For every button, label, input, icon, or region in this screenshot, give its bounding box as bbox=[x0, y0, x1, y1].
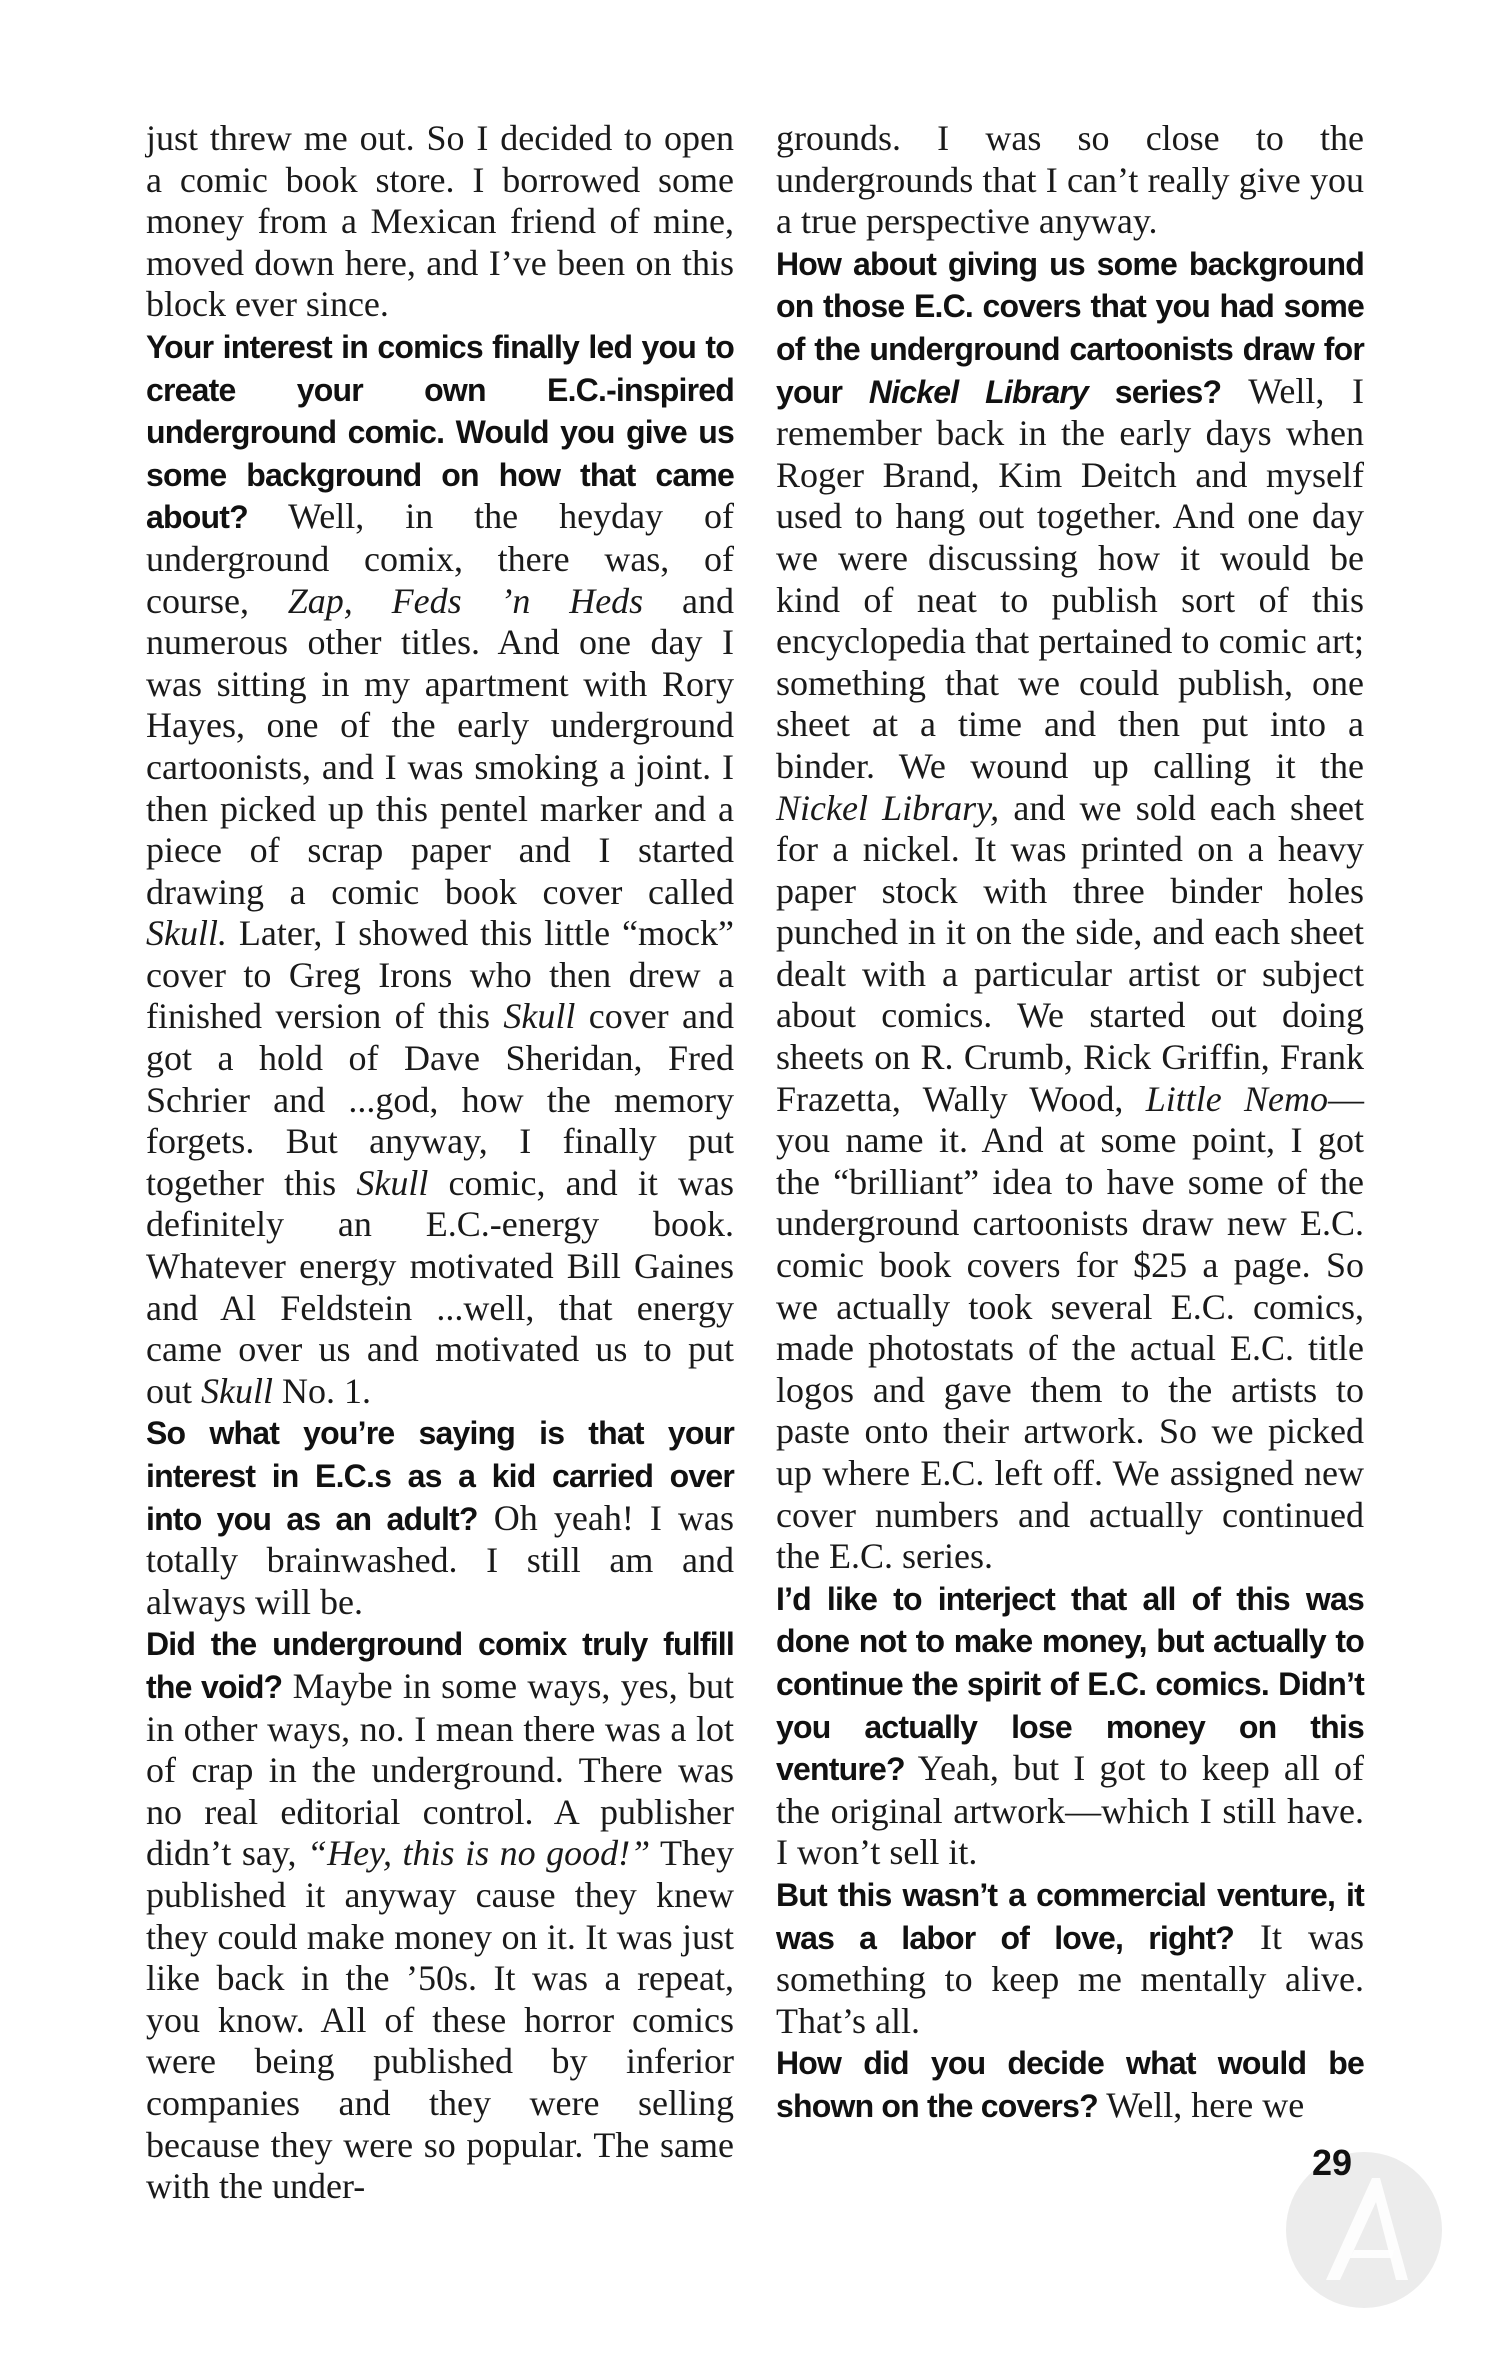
question-text: I’d like to interject that all of this was done not to make money, but actually to continue the spirit of E.C. comics. Didn’t you actually lose money on this venture? bbox=[776, 1580, 1364, 1788]
title-italic: Skull bbox=[503, 996, 576, 1037]
answer-text: Later, I showed this little “mock” cover to Greg Irons who then drew a finished version of this bbox=[146, 913, 734, 1037]
answer-text: Yeah, but I got to keep all of the original artwork—which I still have. I won’t sell it. bbox=[776, 1748, 1364, 1873]
question-text: How about giving us some background on those E.C. covers that you had some of the underground cartoonists draw for your bbox=[776, 245, 1364, 410]
paragraph bbox=[776, 2042, 1364, 2127]
paragraph bbox=[146, 118, 734, 326]
question-text: Your interest in comics finally led you to create your own E.C.-inspired underground comic. Would you give us some background on how that came about? bbox=[146, 328, 734, 536]
question-text: series? bbox=[1088, 373, 1222, 410]
right-column bbox=[776, 118, 1364, 2128]
question-text: How did you decide what would be shown on the covers? bbox=[776, 2045, 1364, 2124]
answer-text: Oh yeah! I was totally brainwashed. I still am and always will be. bbox=[146, 1497, 735, 1622]
title-italic: Zap, Feds ’n Heds bbox=[287, 580, 644, 621]
paragraph bbox=[776, 1874, 1364, 2042]
paragraph bbox=[776, 243, 1364, 1578]
answer-text: just threw me out. So I decided to open a comic book store. I borrowed some money from a Mexican friend of mine, moved down here, and I’ve been on this block ever since. bbox=[146, 118, 734, 325]
paragraph bbox=[776, 118, 1364, 243]
title-italic: Skull. bbox=[146, 913, 227, 954]
title-italic: Skull bbox=[201, 1370, 273, 1411]
paragraph bbox=[776, 1578, 1364, 1874]
answer-text: Well, in the heyday of underground comix, there was, of course, bbox=[146, 496, 734, 621]
answer-text: Maybe in some ways, yes, but in other ways, no. I mean there was a lot of crap in the underground. There was no real editorial control. A publisher didn’t say, bbox=[146, 1665, 734, 1874]
answer-text: comic, and it was definitely an E.C.-energy book. Whatever energy motivated Bill Gaines and Al Feldstein ...well, that energy came over us and motivated us to put out bbox=[146, 1162, 734, 1411]
paragraph bbox=[146, 326, 734, 1412]
page-number: 29 bbox=[1312, 2142, 1353, 2183]
quote-italic: “Hey, this is no good!” bbox=[307, 1833, 651, 1874]
answer-text: and numerous other titles. And one day I was sitting in my apartment with Rory Hayes, one of the early underground cartoonists, and I was smoking a joint. I then picked up this pentel marker and a piece of scrap paper and I started drawing a comic book cover called bbox=[146, 580, 734, 912]
answer-text: It was something to keep me mentally alive. That’s all. bbox=[776, 1916, 1364, 2041]
title-italic: Skull bbox=[356, 1162, 429, 1203]
question-title-italic: Nickel Library bbox=[868, 373, 1089, 410]
left-column bbox=[146, 118, 734, 2208]
question-text: But this wasn’t a commercial venture, it was a labor of love, right? bbox=[776, 1876, 1364, 1956]
answer-text: Well, here we bbox=[1097, 2084, 1305, 2125]
paragraph bbox=[146, 1623, 734, 2207]
title-italic: Nickel Library, bbox=[776, 787, 1000, 828]
answer-text: and we sold each sheet for a nickel. It was printed on a heavy paper stock with three binder holes punched in it on the side, and each sheet dealt with a particular artist or subject about comics. We started out doing sheets on R. Crumb, Rick Griffin, Frank Frazetta, Wally Wood, bbox=[776, 787, 1364, 1119]
question-text: Did the underground comix truly fulfill the void? bbox=[146, 1626, 734, 1705]
answer-text: Well, I remember back in the early days when Roger Brand, Kim Deitch and myself used to hang out together. And one day we were discussing how it would be kind of neat to publish sort of this encyclopedia that pertained to comic art; something that we could publish, one sheet at a time and then put into a binder. We wound up calling it the bbox=[776, 370, 1364, 786]
paragraph bbox=[146, 1412, 734, 1623]
answer-text: They published it anyway cause they knew they could make money on it. It was just like back in the ’50s. It was a repeat, you know. All of these horror comics were being published by inferior companies and they were selling because they were so popular. The same with the under- bbox=[146, 1833, 734, 2207]
answer-text: cover and got a hold of Dave Sheridan, Fred Schrier and ...god, how the memory forgets. But anyway, I finally put together this bbox=[146, 996, 734, 1203]
answer-text: No. 1. bbox=[273, 1370, 371, 1411]
answer-text: —you name it. And at some point, I got the “brilliant” idea to have some of the underground cartoonists draw new E.C. comic book covers for $25 a page. So we actually took several E.C. comics, made photostats of the actual E.C. title logos and gave them to the artists to paste onto their artwork. So we picked up where E.C. left off. We assigned new cover numbers and actually continued the E.C. series. bbox=[776, 1078, 1364, 1577]
answer-text: grounds. I was so close to the undergrounds that I can’t really give you a true perspective anyway. bbox=[776, 118, 1364, 242]
question-text: So what you’re saying is that your interest in E.C.s as a kid carried over into you as an adult? bbox=[146, 1415, 734, 1537]
publisher-watermark-icon bbox=[1284, 2150, 1444, 2310]
title-italic: Little Nemo bbox=[1145, 1078, 1328, 1119]
